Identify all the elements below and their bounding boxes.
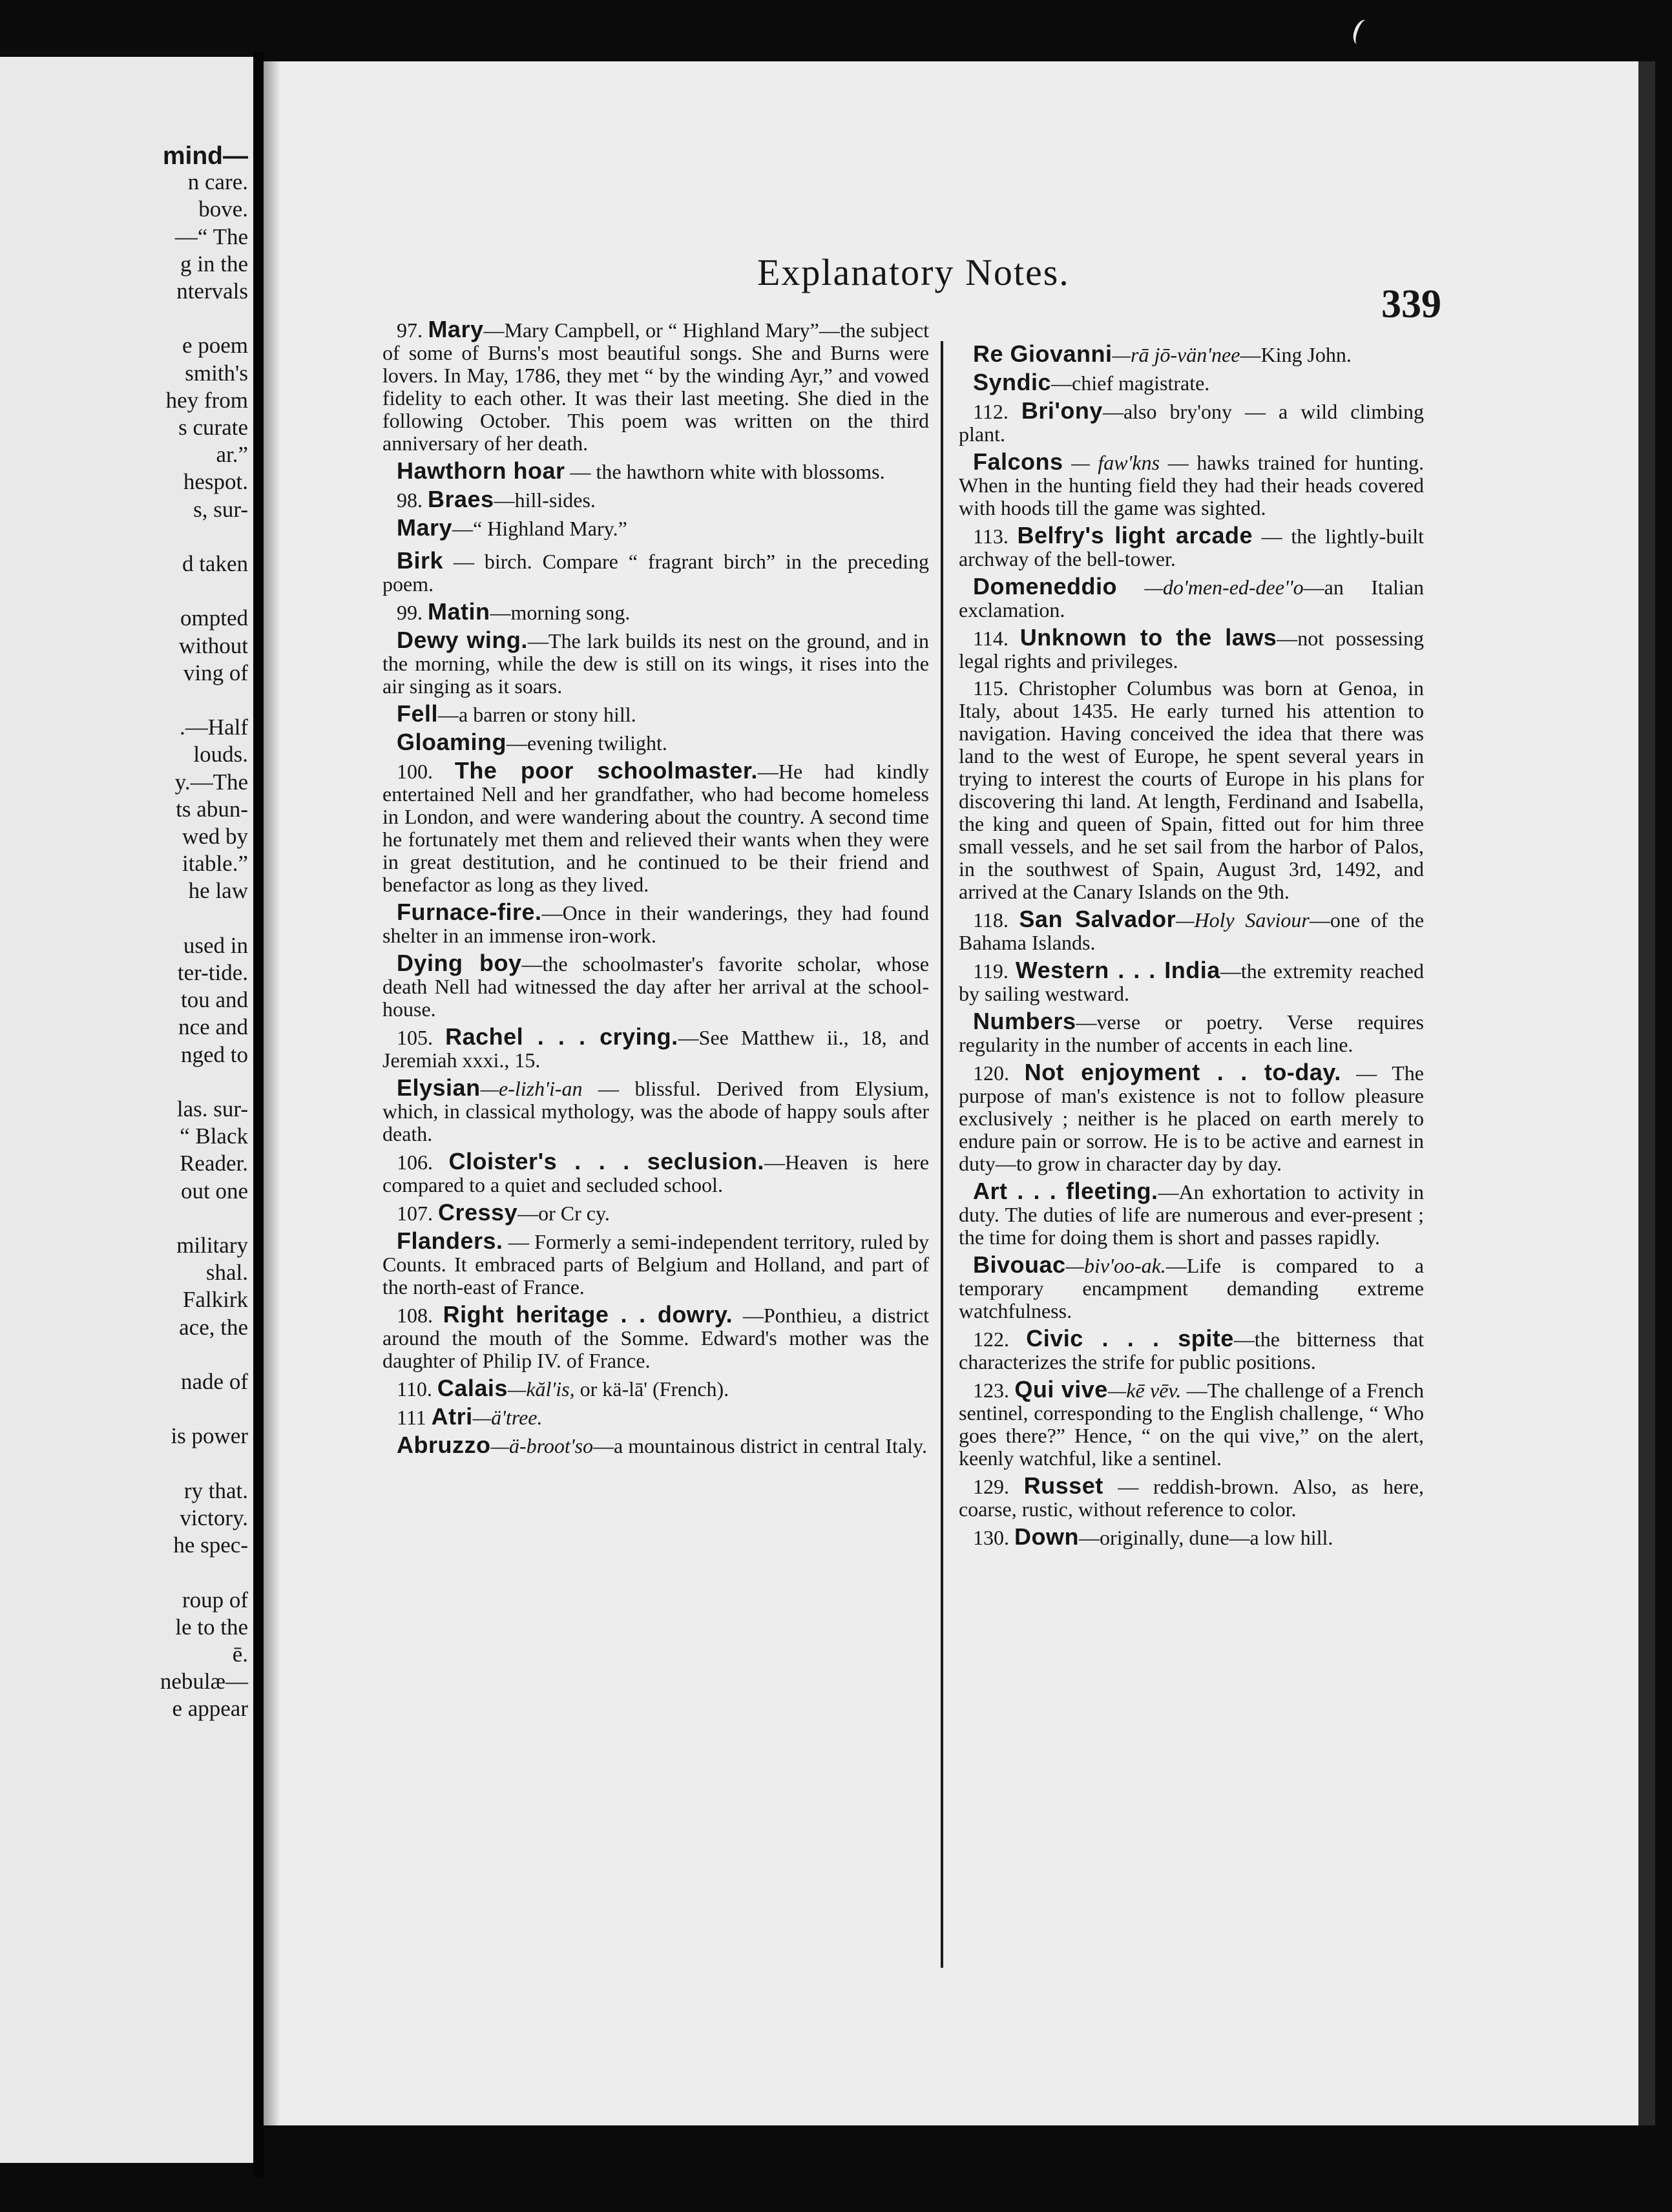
note-text: —a mountainous district in central Italy.	[593, 1434, 927, 1457]
facing-page-line: nce and	[178, 1014, 248, 1040]
facing-page-line: wed by	[182, 824, 248, 849]
note-text: —The lark builds its nest on the ground, and in the morning, while the dew is still on its wings, it rises into the air singing as it soars.	[382, 629, 930, 698]
note-number: 107.	[397, 1202, 433, 1225]
note-entry	[382, 488, 929, 512]
note-entry	[959, 1474, 1424, 1521]
facing-page-line: shal.	[205, 1260, 248, 1286]
note-term: Unknown to the laws	[1019, 624, 1277, 651]
facing-page-line: d taken	[182, 551, 248, 576]
note-entry	[959, 575, 1424, 621]
facing-page-line: is power	[171, 1423, 248, 1449]
note-term: Domeneddio	[973, 573, 1118, 600]
note-term: Re Giovanni	[973, 340, 1113, 367]
note-term: Elysian	[397, 1074, 481, 1101]
note-entry	[959, 1253, 1424, 1322]
note-entry	[382, 1377, 929, 1401]
facing-page-line: ving of	[183, 660, 248, 685]
note-text: — the lightly-built archway of the bell-tower.	[959, 525, 1425, 570]
note-entry	[382, 459, 929, 483]
facing-page-line: out one	[180, 1178, 248, 1204]
note-pronunciation: —kăl'is,	[507, 1377, 575, 1401]
notes-column-right	[959, 342, 1424, 1554]
note-entry	[382, 1303, 929, 1372]
note-entry	[382, 516, 929, 540]
note-text: —also bry'ony — a wild climbing plant.	[959, 400, 1424, 446]
facing-page-line: e appear	[172, 1696, 248, 1722]
note-text: —one of the Bahama Islands.	[959, 908, 1425, 954]
note-entry	[382, 1150, 929, 1196]
note-number: 111	[397, 1406, 426, 1429]
note-term: Russet	[1023, 1472, 1103, 1499]
note-entry	[382, 731, 929, 755]
note-pronunciation: —Holy Saviour	[1176, 908, 1310, 932]
note-term: Rachel . . . crying.	[445, 1023, 678, 1050]
column-divider	[941, 341, 943, 1968]
note-term: Cloister's . . . seclusion.	[448, 1148, 764, 1174]
note-entry	[959, 908, 1424, 954]
note-entry	[959, 1525, 1424, 1549]
facing-page-fragment	[0, 57, 253, 2163]
note-entry	[959, 399, 1424, 446]
note-term: The poor schoolmaster.	[454, 757, 758, 784]
note-text: —Mary Campbell, or “ Highland Mary”—the subject of some of Burns's most beautiful songs. She and Burns were lovers. In May, 1786, they met “ by the winding Ayr,” and vowed fidelity to each other. It was their last meeting. She died in the following October. This poem was written on the third anniversary of her death.	[382, 318, 930, 455]
note-term: San Salvador	[1019, 906, 1176, 932]
facing-page-line: itable.”	[182, 851, 248, 877]
note-term: Down	[1014, 1523, 1079, 1550]
facing-page-line: bove.	[198, 196, 248, 222]
facing-page-line: hey from	[165, 387, 248, 413]
note-entry	[382, 318, 929, 455]
page-number: 339	[1381, 282, 1441, 326]
facing-page-line: hespot.	[183, 469, 248, 495]
note-number: 99.	[397, 601, 423, 624]
note-entry	[382, 1434, 929, 1457]
note-text: —originally, dune—a low hill.	[1078, 1526, 1333, 1549]
note-number: 98.	[397, 488, 423, 512]
note-entry	[959, 450, 1424, 519]
facing-page-line: he spec-	[173, 1532, 248, 1558]
note-entry	[959, 626, 1424, 673]
note-term: Qui vive	[1014, 1376, 1108, 1403]
note-term: Calais	[437, 1375, 508, 1401]
scan-mark	[1350, 17, 1373, 47]
facing-page-line: military	[176, 1233, 248, 1258]
note-number: 97.	[397, 318, 423, 342]
note-text: — birch. Compare “ fragrant birch” in the preceding poem.	[382, 550, 929, 596]
facing-page-line: s, sur-	[193, 496, 248, 522]
note-number: 130.	[973, 1526, 1009, 1549]
spine-shadow	[264, 61, 280, 2125]
note-pronunciation: —e-lizh'i-an	[480, 1077, 583, 1100]
note-text: —He had kindly entertained Nell and her grandfather, who had become homeless in London, and were wandering about the country. A second time he fortunately met them and relieved their wants when they were in great destitution, and he continued to be their friend and benefactor as long as they lived.	[382, 760, 929, 896]
note-entry	[382, 1201, 929, 1225]
note-term: Civic . . . spite	[1026, 1325, 1234, 1351]
note-pronunciation: —ä-broot'so	[490, 1434, 594, 1457]
note-term: Dewy wing.	[397, 627, 528, 653]
note-text: —hill-sides.	[494, 488, 596, 512]
note-text: — hawks trained for hunting. When in the hunting field they had their heads covered with hoods till the game was sighted.	[959, 451, 1425, 519]
facing-page-line: used in	[183, 932, 248, 958]
note-number: 122.	[973, 1328, 1009, 1351]
note-entry	[382, 600, 929, 624]
note-number: 110.	[397, 1377, 432, 1401]
note-entry	[959, 1327, 1424, 1373]
note-text: —King John.	[1240, 343, 1352, 366]
note-entry	[382, 1229, 929, 1299]
note-text: — the hawthorn white with blossoms.	[565, 460, 885, 483]
facing-page-line: ompted	[180, 605, 248, 631]
note-number: 100.	[397, 760, 433, 783]
facing-page-line: n care.	[187, 169, 248, 195]
note-entry	[382, 1025, 929, 1072]
note-entry	[382, 549, 929, 596]
note-pronunciation: —rā jō-vän'nee	[1112, 343, 1240, 366]
note-term: Art . . . fleeting.	[973, 1178, 1158, 1204]
note-term: Right heritage . . dowry.	[443, 1301, 733, 1328]
note-term: Not enjoyment . . to-day.	[1024, 1059, 1341, 1085]
facing-page-line: louds.	[193, 742, 248, 767]
note-text: —chief magistrate.	[1051, 371, 1210, 395]
note-term: Abruzzo	[397, 1432, 491, 1458]
note-entry	[382, 952, 929, 1021]
facing-page-line: le to the	[175, 1614, 248, 1640]
note-term: Fell	[397, 700, 439, 727]
note-term: Belfry's light arcade	[1017, 522, 1253, 548]
note-entry	[959, 342, 1424, 366]
facing-page-line: tou and	[180, 987, 248, 1013]
note-entry	[959, 1180, 1424, 1249]
note-number: 112.	[973, 400, 1008, 423]
notes-column-left	[382, 318, 929, 1462]
facing-page-line: —“ The	[174, 224, 248, 249]
facing-page-line: e poem	[182, 333, 248, 359]
facing-page-line: mind—	[162, 142, 248, 170]
facing-page-line: y.—The	[174, 769, 248, 795]
note-entry	[959, 959, 1424, 1005]
note-term: Flanders.	[397, 1227, 503, 1254]
facing-page-line: g in the	[180, 251, 248, 276]
note-term: Dying boy	[397, 950, 522, 976]
note-entry	[959, 1061, 1424, 1175]
facing-page-line: ts abun-	[176, 796, 248, 822]
note-text: or kä-lā' (French).	[574, 1377, 729, 1401]
facing-page-line: Reader.	[180, 1151, 248, 1176]
note-text: —morning song.	[490, 601, 631, 624]
facing-page-line: he law	[188, 878, 248, 904]
note-pronunciation: —biv'oo-ak.	[1065, 1254, 1166, 1277]
note-term: Braes	[428, 486, 494, 512]
note-text: —or Cr cy.	[517, 1202, 610, 1225]
note-entry	[959, 371, 1424, 395]
facing-page-line: ē.	[232, 1642, 248, 1667]
note-term: Mary	[397, 514, 453, 541]
note-text: Christopher Columbus was born at Genoa, in Italy, about 1435. He early turned his attention to navigation. Having conceived the idea that there was land to the west of Europe, he spent several years in trying to interest the courts of Europe in his plans for discovering thi land. At length, Ferdinand and Isabella, the king and queen of Spain, fitted out for him three small vessels, and he set sail from the harbor of Palos, in the southwest of Spain, August 3rd, 1492, and arrived at the Canary Islands on the 9th.	[959, 676, 1425, 903]
facing-page-line: victory.	[180, 1505, 248, 1530]
note-entry	[959, 1378, 1424, 1470]
note-number: 114.	[973, 627, 1008, 650]
note-text: —See Matthew ii., 18, and Jeremiah xxxi., 15.	[382, 1026, 930, 1072]
facing-page-line: ar.”	[216, 442, 248, 468]
note-text: —“ Highland Mary.”	[452, 517, 627, 540]
running-head: Explanatory Notes.	[757, 251, 1070, 293]
note-entry	[959, 1010, 1424, 1056]
note-entry	[382, 901, 929, 947]
book-gutter	[253, 52, 264, 2177]
facing-page-line: nade of	[181, 1369, 248, 1394]
facing-page-line: las. sur-	[176, 1096, 248, 1122]
note-text: —Life is compared to a temporary encampment demanding extreme watchfulness.	[959, 1254, 1424, 1322]
note-number: 113.	[973, 525, 1008, 548]
note-term: Mary	[428, 316, 484, 342]
note-text: — The purpose of man's existence is not to follow pleasure exclusively ; neither is he placed on earth merely to endure pain or sorrow. He is to be active and earnest in duty—to grow in character day by day.	[959, 1061, 1425, 1175]
note-entry	[382, 759, 929, 896]
facing-page-line: without	[179, 632, 248, 658]
note-entry	[959, 677, 1424, 903]
note-term: Falcons	[973, 448, 1063, 475]
note-text: —Once in their wanderings, they had found shelter in an immense iron-work.	[382, 901, 929, 947]
facing-page-line: ntervals	[176, 278, 248, 304]
note-text: — blissful. Derived from Elysium, which, in classical mythology, was the abode of happy souls after death.	[382, 1077, 929, 1145]
note-term: Bivouac	[973, 1251, 1066, 1278]
note-number: 118.	[973, 908, 1008, 932]
facing-page-line: .—Half	[180, 715, 248, 740]
note-term: Bri'ony	[1021, 397, 1103, 424]
note-pronunciation: —do'men-ed-dee''o	[1117, 576, 1304, 599]
note-text: —not possessing legal rights and privileges.	[959, 627, 1425, 673]
note-number: 115.	[973, 676, 1008, 700]
note-number: 129.	[973, 1475, 1009, 1498]
note-pronunciation: —ä'tree.	[472, 1406, 543, 1429]
note-term: Furnace-fire.	[397, 899, 542, 925]
note-term: Syndic	[973, 369, 1052, 395]
note-term: Matin	[428, 598, 490, 625]
note-term: Numbers	[973, 1008, 1076, 1034]
note-term: Western . . . India	[1015, 957, 1220, 983]
note-number: 119.	[973, 959, 1008, 983]
note-pronunciation: — faw'kns	[1063, 451, 1160, 474]
note-entry	[382, 1405, 929, 1429]
note-term: Cressy	[438, 1199, 518, 1226]
note-text: —the schoolmaster's favorite scholar, whose death Nell had witnessed the day after her arrival at the school-house.	[382, 952, 929, 1021]
facing-page-line: ace, the	[179, 1314, 248, 1340]
facing-page-line: Falkirk	[182, 1287, 248, 1313]
note-entry	[382, 702, 929, 726]
note-text: —An exhortation to activity in duty. The duties of life are numerous and ever-present ; the time for doing them is short and passes rapidly.	[959, 1180, 1425, 1249]
note-text: —evening twilight.	[507, 731, 667, 755]
note-entry	[382, 1076, 929, 1145]
note-entry	[382, 629, 929, 698]
note-text: —a barren or stony hill.	[438, 703, 636, 726]
note-text: —Heaven is here compared to a quiet and secluded school.	[382, 1151, 930, 1196]
note-number: 123.	[973, 1379, 1009, 1402]
facing-page-line: ry that.	[183, 1477, 248, 1503]
note-text: — Formerly a semi-independent territory, ruled by Counts. It embraced parts of Belgium and Holland, and part of the north-east of France.	[382, 1230, 929, 1299]
facing-page-line: nebulæ—	[160, 1669, 248, 1695]
note-number: 105.	[397, 1026, 433, 1049]
facing-page-line: “ Black	[180, 1123, 248, 1149]
facing-page-line: ter-tide.	[177, 960, 248, 985]
note-number: 106.	[397, 1151, 433, 1174]
note-text: —The challenge of a French sentinel, corresponding to the English challenge, “ Who goes there?” Hence, “ on the qui vive,” on the alert, keenly watchful, like a sentinel.	[959, 1379, 1425, 1470]
note-text: — reddish-brown. Also, as here, coarse, rustic, without reference to color.	[959, 1475, 1425, 1521]
note-text: —Ponthieu, a district around the mouth of the Somme. Edward's mother was the daughter of Philip IV. of France.	[382, 1304, 930, 1372]
facing-page-line: nged to	[180, 1041, 248, 1067]
note-text: —the bitterness that characterizes the strife for public positions.	[959, 1328, 1424, 1373]
note-pronunciation: —kē vēv.	[1107, 1379, 1182, 1402]
note-text: —the extremity reached by sailing westward.	[959, 959, 1425, 1005]
note-text: —verse or poetry. Verse requires regularity in the number of accents in each line.	[959, 1010, 1424, 1056]
facing-page-line: s curate	[178, 415, 248, 440]
facing-page-line: smith's	[185, 360, 248, 386]
note-number: 120.	[973, 1061, 1009, 1085]
note-number: 108.	[397, 1304, 433, 1327]
note-term: Birk	[397, 547, 444, 574]
note-text: —an Italian exclamation.	[959, 576, 1425, 621]
note-term: Gloaming	[397, 729, 507, 755]
note-term: Hawthorn hoar	[397, 457, 565, 484]
facing-page-line: roup of	[182, 1587, 248, 1612]
note-term: Atri	[431, 1403, 473, 1430]
note-entry	[959, 524, 1424, 570]
